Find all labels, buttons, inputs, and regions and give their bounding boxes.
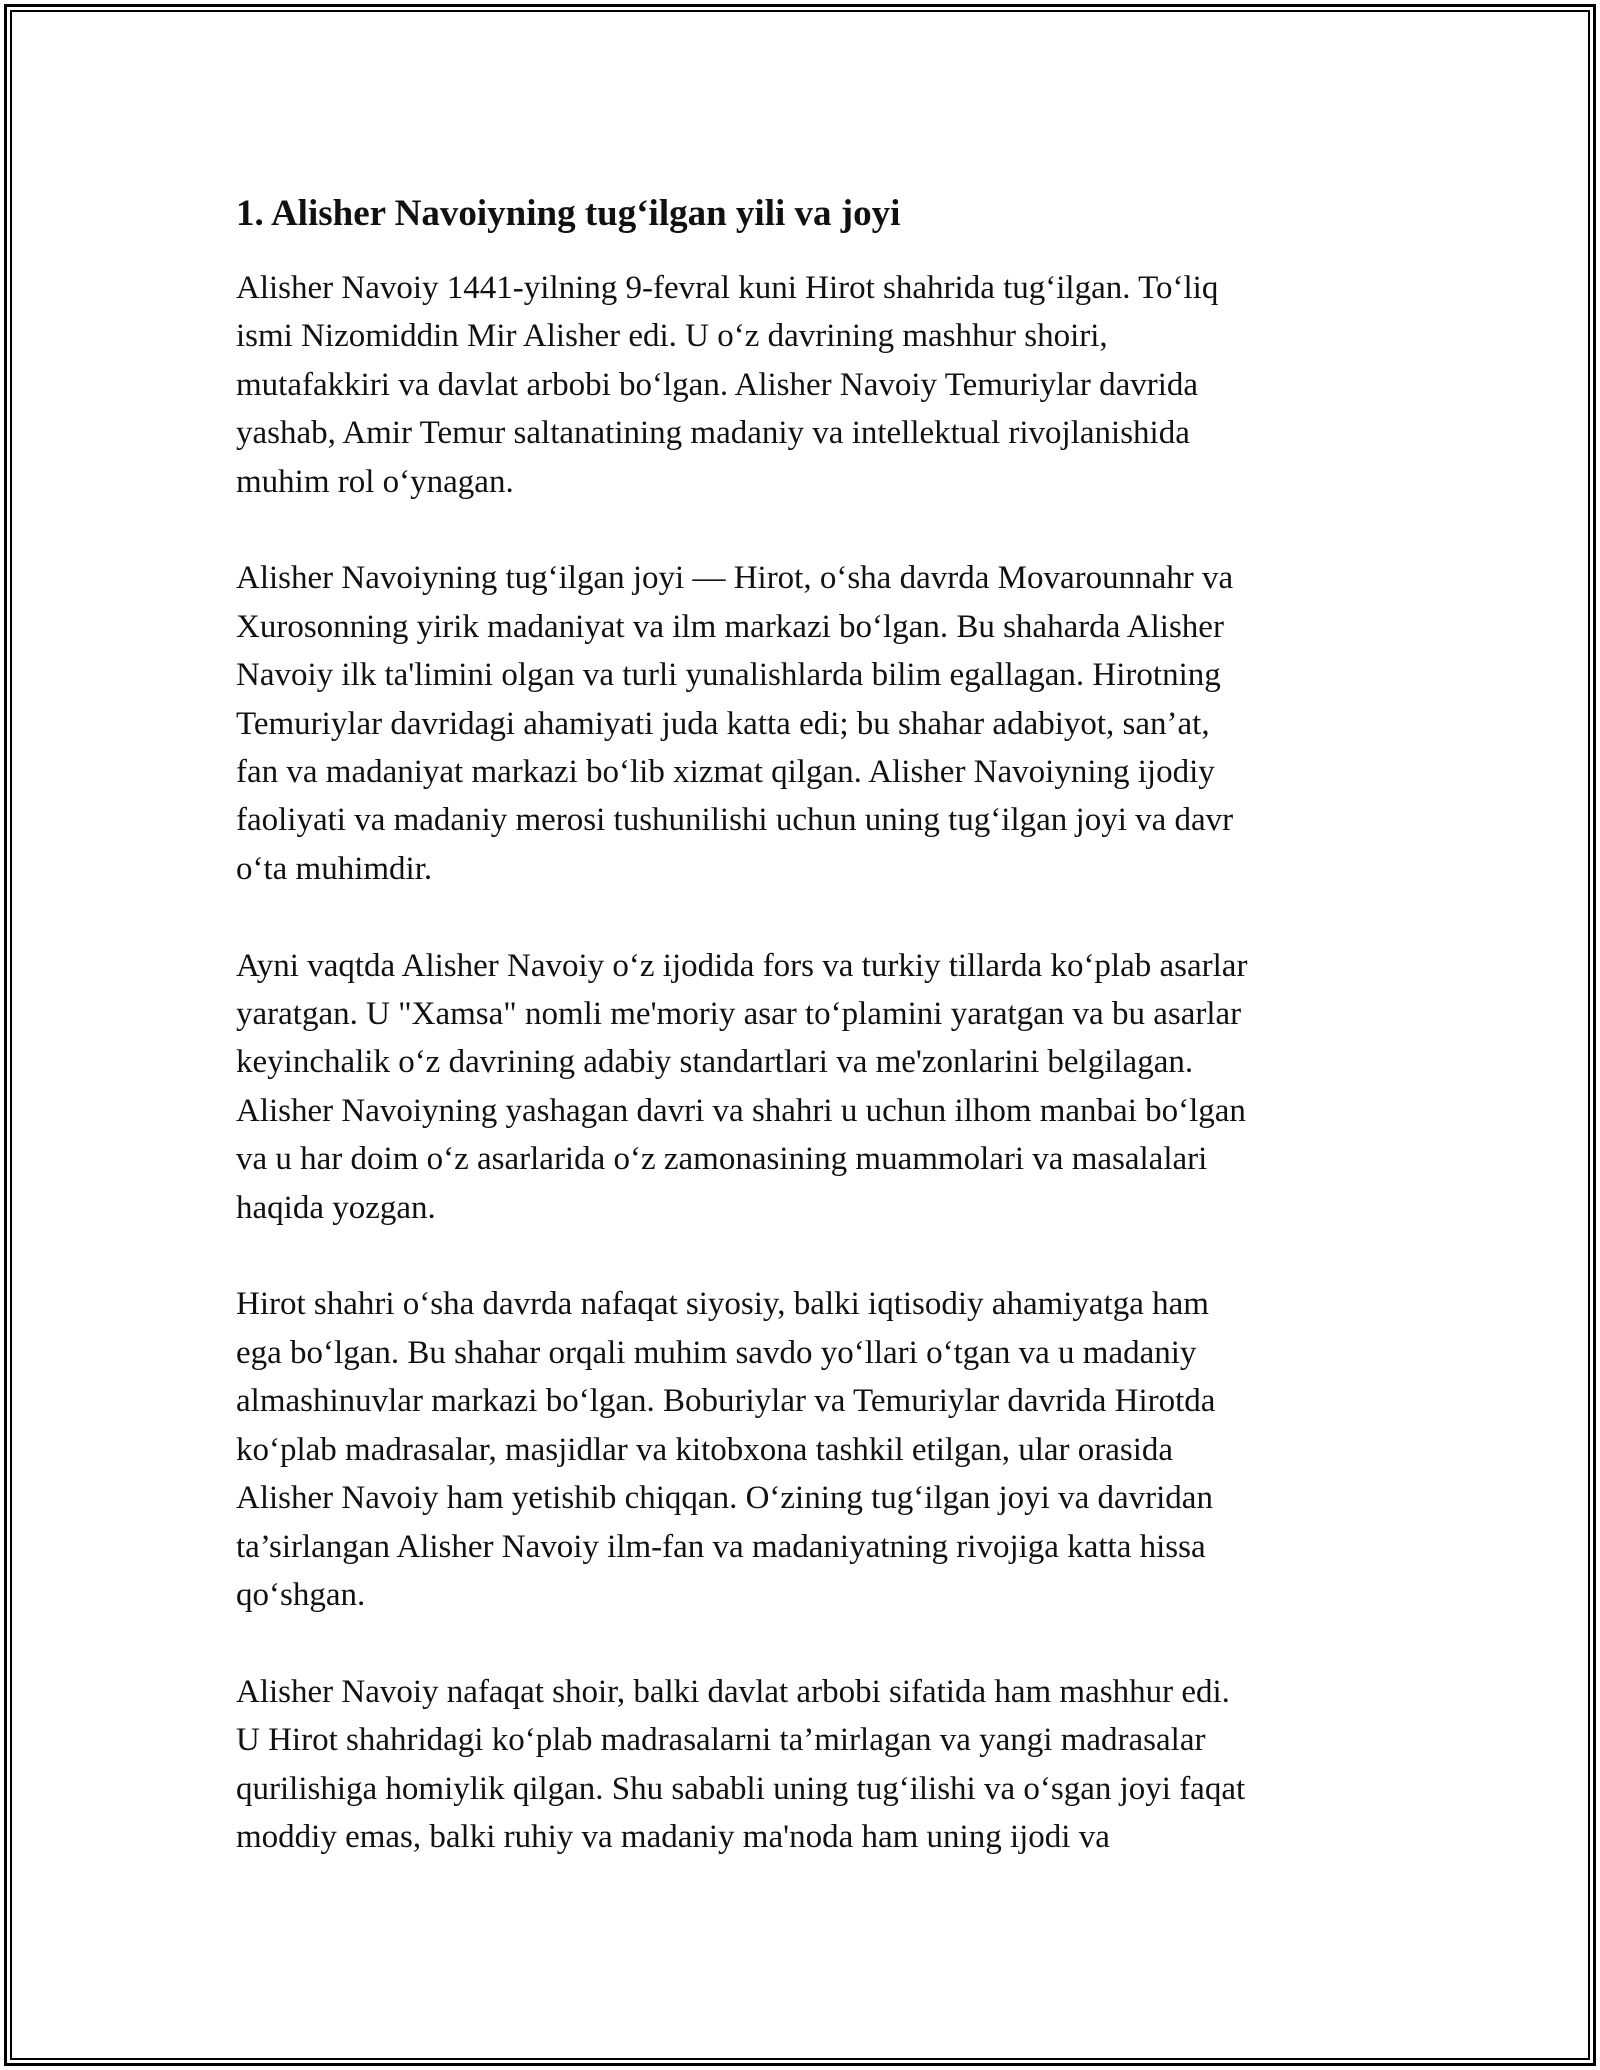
paragraph-2: Alisher Navoiyning tug‘ilgan joyi — Hirot, o‘sha davrda Movarounnahr va Xurosonning yirik madaniyat va ilm markazi bo‘lgan. Bu shaharda Alisher Navoiy ilk ta'limini olgan va turli yunalishlarda bilim egallagan. Hirotning Temuriylar davridagi ahamiyati juda katta edi; bu shahar adabiyot, san’at, fan va madaniyat markazi bo‘lib xizmat qilgan. Alisher Navoiyning ijodiy faoliyati va madaniy merosi tushunilishi uchun uning tug‘ilgan joyi va davr o‘ta muhimdir.	[236, 560, 1234, 887]
section-heading: 1. Alisher Navoiyning tug‘ilgan yili va joyi	[236, 193, 901, 234]
paragraph-1: Alisher Navoiy 1441-yilning 9-fevral kuni Hirot shahrida tug‘ilgan. To‘liq ismi Nizomiddin Mir Alisher edi. U o‘z davrining mashhur shoiri, mutafakkiri va davlat arbobi bo‘lgan. Alisher Navoiy Temuriylar davrida yashab, Amir Temur saltanatining madaniy va intellektual rivojlanishida muhim rol o‘ynagan.	[236, 270, 1219, 500]
document-body	[236, 190, 1376, 1910]
paragraph-5: Alisher Navoiy nafaqat shoir, balki davlat arbobi sifatida ham mashhur edi. U Hirot shahridagi ko‘plab madrasalarni ta’mirlagan va yangi madrasalar qurilishiga homiylik qilgan. Shu sababli uning tug‘ilishi va o‘sgan joyi faqat moddiy emas, balki ruhiy va madaniy ma'noda ham uning ijodi va	[236, 1673, 1246, 1855]
paragraph-4: Hirot shahri o‘sha davrda nafaqat siyosiy, balki iqtisodiy ahamiyatga ham ega bo‘lgan. Bu shahar orqali muhim savdo yo‘llari o‘tgan va u madaniy almashinuvlar markazi bo‘lgan. Boburiylar va Temuriylar davrida Hirotda ko‘plab madrasalar, masjidlar va kitobxona tashkil etilgan, ular orasida Alisher Navoiy ham yetishib chiqqan. O‘zining tug‘ilgan joyi va davridan ta’sirlangan Alisher Navoiy ilm-fan va madaniyatning rivojiga katta hissa qo‘shgan.	[236, 1286, 1216, 1613]
paragraph-3: Ayni vaqtda Alisher Navoiy o‘z ijodida fors va turkiy tillarda ko‘plab asarlar yaratgan. U "Xamsa" nomli me'moriy asar to‘plamini yaratgan va bu asarlar keyinchalik o‘z davrining adabiy standartlari va me'zonlarini belgilagan. Alisher Navoiyning yashagan davri va shahri u uchun ilhom manbai bo‘lgan va u har doim o‘z asarlarida o‘z zamonasining muammolari va masalalari haqida yozgan.	[236, 947, 1248, 1226]
